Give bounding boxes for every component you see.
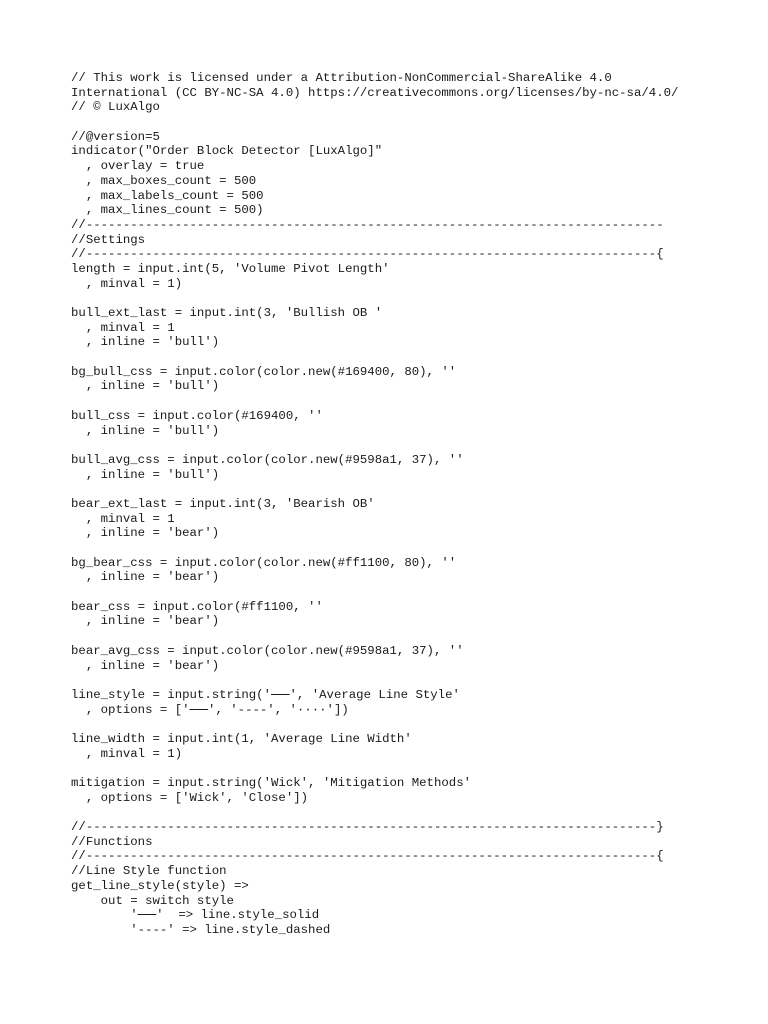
bg-bull-css-inline-line: , inline = 'bull') bbox=[71, 379, 220, 394]
indicator-declaration-line: indicator("Order Block Detector [LuxAlgo]" bbox=[71, 144, 383, 159]
bull-avg-css-input-line: bull_avg_css = input.color(color.new(#9598a1, 37), '' bbox=[71, 452, 464, 467]
blank-line bbox=[71, 541, 751, 556]
bull-css-inline-line: , inline = 'bull') bbox=[71, 423, 220, 438]
switch-statement-line: out = switch style bbox=[71, 893, 234, 908]
mitigation-options-line: , options = ['Wick', 'Close']) bbox=[71, 790, 309, 805]
version-directive-line: //@version=5 bbox=[71, 129, 160, 144]
settings-section-open-separator: //-----------------------------------------------------------------------------{ bbox=[71, 247, 664, 262]
code-document bbox=[71, 71, 751, 938]
blank-line bbox=[71, 805, 751, 820]
bear-avg-css-input-line: bear_avg_css = input.color(color.new(#9598a1, 37), '' bbox=[71, 643, 464, 658]
blank-line bbox=[71, 482, 751, 497]
length-minval-line: , minval = 1) bbox=[71, 276, 183, 291]
bear-css-inline-line: , inline = 'bear') bbox=[71, 614, 220, 629]
line-style-input-line: line_style = input.string('⎯⎯⎯', 'Average Line Style' bbox=[71, 687, 460, 702]
bull-ext-last-input-line: bull_ext_last = input.int(3, 'Bullish OB ' bbox=[71, 306, 383, 320]
blank-line bbox=[71, 394, 751, 409]
bear-ext-last-inline-line: , inline = 'bear') bbox=[71, 526, 220, 541]
license-comment-line-1: // This work is licensed under a Attribution-NonCommercial-ShareAlike 4.0 bbox=[71, 71, 612, 85]
line-style-options-line: , options = ['⎯⎯⎯', '----', '····']) bbox=[71, 702, 349, 717]
line-width-minval-line: , minval = 1) bbox=[71, 746, 183, 761]
bull-ext-last-inline-line: , inline = 'bull') bbox=[71, 335, 220, 350]
bull-avg-css-inline-line: , inline = 'bull') bbox=[71, 467, 220, 482]
switch-case-solid-line: '⎯⎯⎯' => line.style_solid bbox=[71, 908, 320, 923]
bull-css-input-line: bull_css = input.color(#169400, '' bbox=[71, 408, 323, 423]
bear-css-input-line: bear_css = input.color(#ff1100, '' bbox=[71, 599, 323, 614]
bear-avg-css-inline-line: , inline = 'bear') bbox=[71, 658, 220, 673]
length-input-line: length = input.int(5, 'Volume Pivot Length' bbox=[71, 261, 390, 276]
blank-line bbox=[71, 291, 751, 306]
copyright-comment-line: // © LuxAlgo bbox=[71, 100, 160, 115]
indicator-overlay-line: , overlay = true bbox=[71, 159, 205, 174]
functions-section-comment: //Functions bbox=[71, 834, 153, 849]
blank-line bbox=[71, 717, 751, 732]
separator-comment-line: //------------------------------------------------------------------------------ bbox=[71, 217, 664, 232]
get-line-style-signature-line: get_line_style(style) => bbox=[71, 878, 249, 893]
blank-line bbox=[71, 585, 751, 600]
bear-ext-last-minval-line: , minval = 1 bbox=[71, 511, 175, 526]
settings-section-comment: //Settings bbox=[71, 232, 146, 247]
settings-section-close-separator: //-----------------------------------------------------------------------------} bbox=[71, 820, 664, 835]
line-style-function-comment: //Line Style function bbox=[71, 864, 227, 879]
functions-section-open-separator: //-----------------------------------------------------------------------------{ bbox=[71, 849, 664, 864]
bg-bear-css-input-line: bg_bear_css = input.color(color.new(#ff1100, 80), '' bbox=[71, 555, 457, 570]
bull-ext-last-minval-line: , minval = 1 bbox=[71, 320, 175, 335]
bear-ext-last-input-line: bear_ext_last = input.int(3, 'Bearish OB' bbox=[71, 496, 375, 511]
license-comment-line-2: International (CC BY-NC-SA 4.0) https://creativecommons.org/licenses/by-nc-sa/4.0/ bbox=[71, 85, 679, 100]
bg-bull-css-input-line: bg_bull_css = input.color(color.new(#169400, 80), '' bbox=[71, 364, 457, 379]
blank-line bbox=[71, 350, 751, 365]
switch-case-dashed-line: '----' => line.style_dashed bbox=[71, 922, 331, 937]
blank-line bbox=[71, 761, 751, 776]
blank-line bbox=[71, 673, 751, 688]
blank-line bbox=[71, 115, 751, 130]
bg-bear-css-inline-line: , inline = 'bear') bbox=[71, 570, 220, 585]
indicator-max-labels-line: , max_labels_count = 500 bbox=[71, 188, 264, 203]
indicator-max-boxes-line: , max_boxes_count = 500 bbox=[71, 173, 257, 188]
mitigation-input-line: mitigation = input.string('Wick', 'Mitigation Methods' bbox=[71, 776, 472, 790]
line-width-input-line: line_width = input.int(1, 'Average Line Width' bbox=[71, 731, 412, 746]
blank-line bbox=[71, 629, 751, 644]
indicator-max-lines-line: , max_lines_count = 500) bbox=[71, 203, 264, 218]
blank-line bbox=[71, 438, 751, 453]
